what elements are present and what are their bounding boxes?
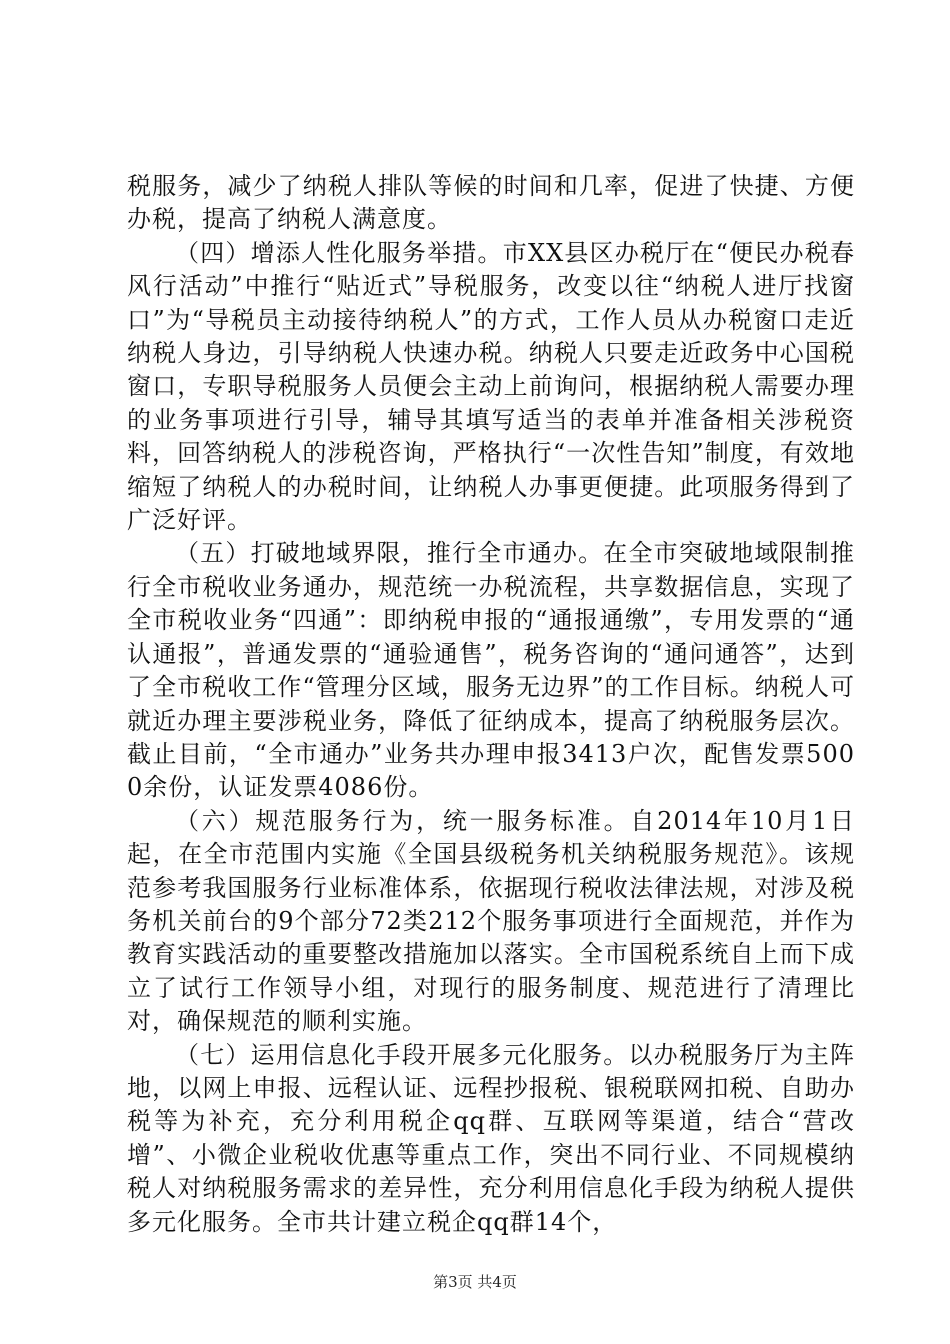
paragraph-2: （四）增添人性化服务举措。市XX县区办税厅在“便民办税春风行活动”中推行“贴近式”导税服务，改变以往“纳税人进厅找窗口”为“导税员主动接待纳税人”的方式，工作人员从办税窗口走近纳税人身边，引导纳税人快速办税。纳税人只要走近政务中心国税窗口，专职导税服务人员便会主动上前询问，根据纳税人需要办理的业务事项进行引导，辅导其填写适当的表单并准备相关涉税资料，回答纳税人的涉税咨询，严格执行“一次性告知”制度，有效地缩短了纳税人的办税时间，让纳税人办事更便捷。此项服务得到了广泛好评。 [127, 238, 855, 535]
paragraph-1: 税服务，减少了纳税人排队等候的时间和几率，促进了快捷、方便办税，提高了纳税人满意度。 [127, 172, 855, 234]
page-total: 共4页 [477, 1273, 517, 1291]
paragraph-5: （七）运用信息化手段开展多元化服务。以办税服务厅为主阵地，以网上申报、远程认证、远程抄报税、银税联网扣税、自助办税等为补充，充分利用税企qq群、互联网等渠道，结合“营改增”、小微企业税收优惠等重点工作，突出不同行业、不同规模纳税人对纳税服务需求的差异性，充分利用信息化手段为纳税人提供多元化服务。全市共计建立税企qq群14个， [127, 1040, 855, 1236]
body-text [127, 170, 855, 1239]
page-footer [0, 1272, 950, 1292]
paragraph-3: （五）打破地域界限，推行全市通办。在全市突破地域限制推行全市税收业务通办，规范统一办税流程，共享数据信息，实现了全市税收业务“四通”：即纳税申报的“通报通缴”，专用发票的“通认通报”，普通发票的“通验通售”，税务咨询的“通问通答”，达到了全市税收工作“管理分区域，服务无边界”的工作目标。纳税人可就近办理主要涉税业务，降低了征纳成本，提高了纳税服务层次。截止目前，“全市通办”业务共办理申报3413户次，配售发票5000余份，认证发票4086份。 [127, 539, 855, 802]
paragraph-4: （六）规范服务行为，统一服务标准。自2014年10月1日起，在全市范围内实施《全国县级税务机关纳税服务规范》。该规范参考我国服务行业标准体系，依据现行税收法律法规，对涉及税务机关前台的9个部分72类212个服务事项进行全面规范，并作为教育实践活动的重要整改措施加以落实。全市国税系统自上而下成立了试行工作领导小组，对现行的服务制度、规范进行了清理比对，确保规范的顺利实施。 [127, 806, 855, 1036]
page-number: 第3页 [433, 1273, 473, 1291]
